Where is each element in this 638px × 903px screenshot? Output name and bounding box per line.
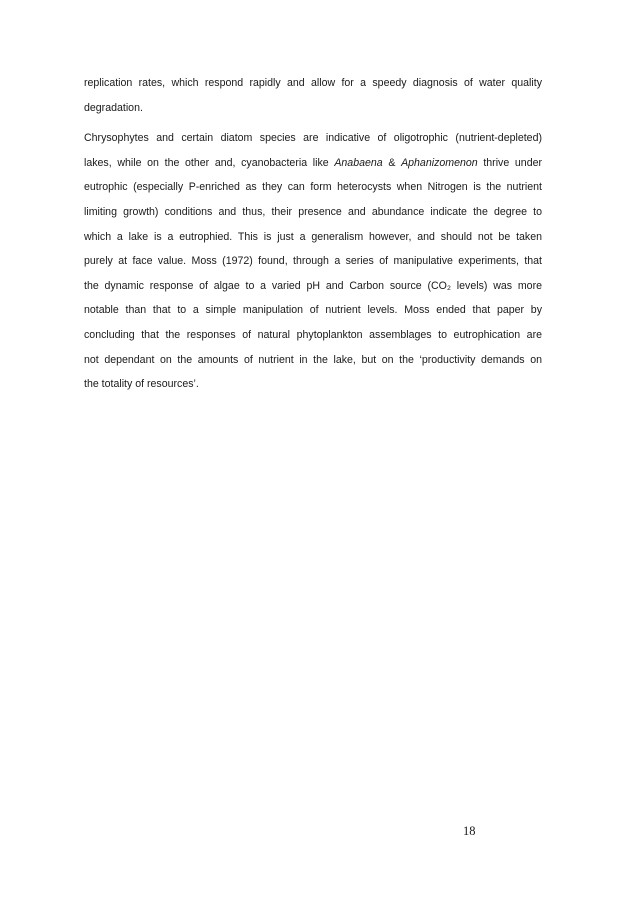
paragraph-2-line-11: the totality of resources’.	[84, 378, 199, 391]
page-number: 18	[463, 824, 476, 838]
paragraph-2-line-6: purely at face value. Moss (1972) found, through a series of manipulative experiments, that	[84, 255, 542, 268]
species-aphanizomenon: Aphanizomenon	[401, 156, 478, 169]
paragraph-2-line-1: Chrysophytes and certain diatom species are indicative of oligotrophic (nutrient-depleted)	[84, 132, 542, 145]
paragraph-2	[84, 131, 542, 402]
paragraph-1-line-2: degradation.	[84, 101, 143, 114]
line-2-text-c: &	[382, 156, 402, 169]
paragraph-2-line-3: eutrophic (especially P-enriched as they can form heterocysts when Nitrogen is the nutrient	[84, 181, 542, 194]
line-2-text-e: thrive under	[477, 156, 543, 169]
paragraph-1-line-1: replication rates, which respond rapidly and allow for a speedy diagnosis of water quality	[84, 77, 542, 89]
paragraph-2-line-9: concluding that the responses of natural phytoplankton assemblages to eutrophication are	[84, 328, 542, 341]
paragraph-2-line-10: not dependant on the amounts of nutrient in the lake, but on the ‘productivity demands on	[84, 353, 542, 366]
paragraph-2-line-8: notable than that to a simple manipulation of nutrient levels. Moss ended that paper by	[84, 304, 542, 317]
paragraph-2-line-5: which a lake is a eutrophied. This is just a generalism however, and should not be taken	[84, 230, 542, 243]
paragraph-2-line-2	[84, 156, 542, 181]
paragraph-2-line-7: the dynamic response of algae to a varied pH and Carbon source (CO₂ levels) was more	[84, 279, 542, 292]
paragraph-2-line-4: limiting growth) conditions and thus, their presence and abundance indicate the degree to	[84, 205, 542, 218]
paragraph-1	[84, 76, 542, 125]
line-2-text-a: lakes, while on the other and, cyanobacteria like	[84, 156, 335, 169]
species-anabaena: Anabaena	[334, 156, 383, 169]
body-text	[84, 76, 542, 402]
